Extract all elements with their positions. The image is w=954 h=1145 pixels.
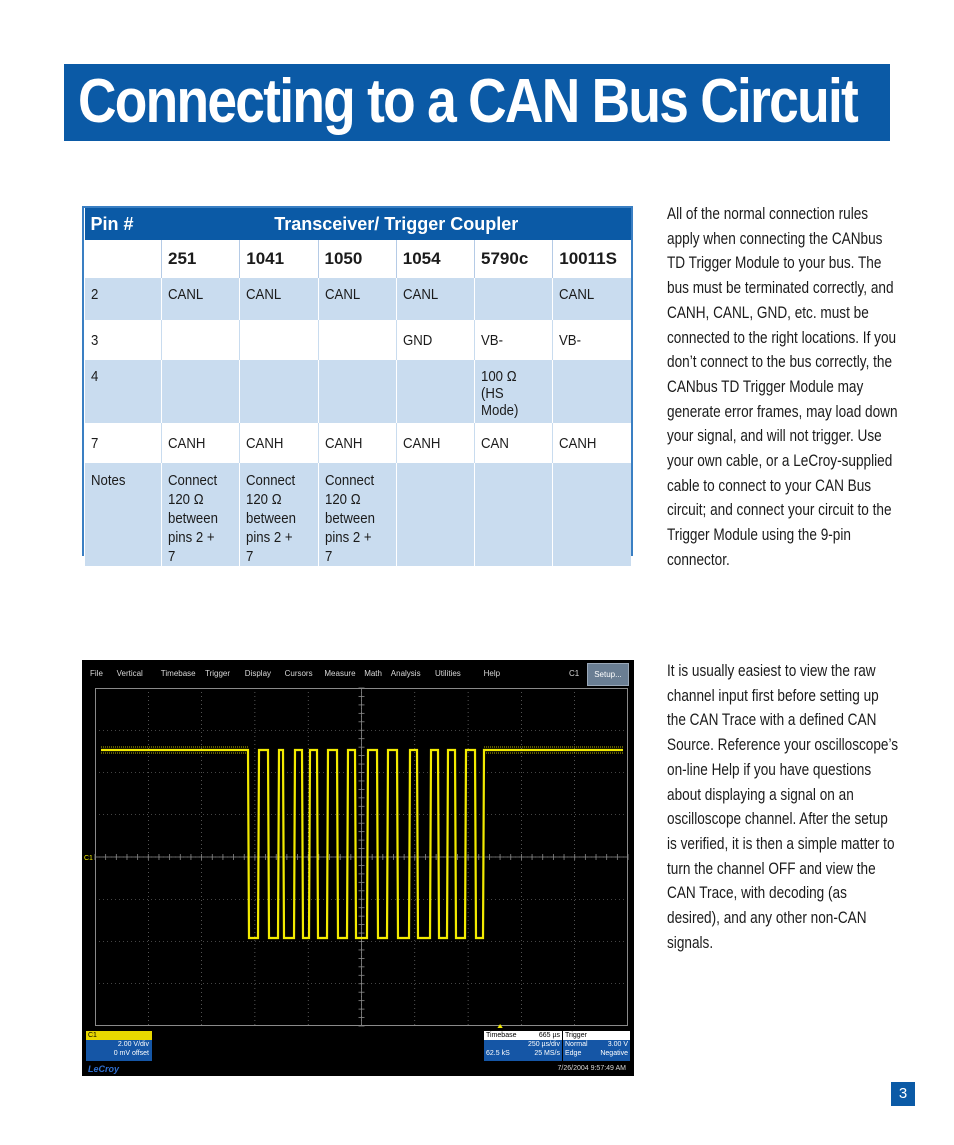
column-header-5790c: 5790c [475, 240, 553, 278]
trigger-level: 3.00 V [607, 1041, 628, 1048]
page-number: 3 [891, 1082, 915, 1106]
pin-cell: 7 [85, 423, 162, 463]
pin-cell: Notes [85, 463, 162, 566]
table-row [85, 360, 632, 423]
transceiver-header: Transceiver/ Trigger Coupler [162, 208, 632, 240]
menu-analysis[interactable]: Analysis [390, 669, 421, 678]
table-cell [240, 360, 318, 423]
setup-button[interactable]: Setup... [587, 663, 629, 686]
waveform-display [84, 688, 628, 1026]
menu-cursors[interactable]: Cursors [284, 669, 313, 678]
pin-table [82, 206, 633, 565]
table-cell: CANL [162, 278, 240, 320]
column-header-10011S: 10011S [553, 240, 631, 278]
blank-header-cell [85, 240, 162, 278]
scope-menubar [82, 660, 634, 688]
lecroy-logo: LeCroy [88, 1064, 120, 1074]
trigger-type: Edge [565, 1050, 582, 1057]
menu-file[interactable]: File [90, 669, 103, 678]
column-header-251: 251 [162, 240, 240, 278]
c1-descriptor[interactable] [86, 1031, 152, 1061]
scope-timestamp: 7/26/2004 9:57:49 AM [557, 1065, 626, 1072]
table-cell [162, 320, 240, 360]
pin-cell: 4 [85, 360, 162, 423]
table-cell: Connect 120 Ω between pins 2 + 7 [240, 463, 318, 566]
table-cell [162, 360, 240, 423]
table-cell: VB- [553, 320, 631, 360]
table-row [85, 423, 632, 463]
table-cell [318, 360, 396, 423]
trigger-mode: Normal [565, 1041, 588, 1048]
timebase-samples: 62.5 kS [486, 1050, 510, 1057]
table-cell: CANH [553, 423, 631, 463]
trace-marker: C1 [84, 855, 93, 862]
table-cell: GND [396, 320, 474, 360]
table-cell: CANL [240, 278, 318, 320]
c1-label: C1 [86, 1031, 152, 1040]
timebase-label: Timebase [486, 1032, 517, 1039]
c1-vdiv: 2.00 V/div [117, 1041, 149, 1048]
column-header-1054: 1054 [396, 240, 474, 278]
trigger-descriptor[interactable] [563, 1031, 630, 1061]
title-bar [64, 64, 890, 141]
table-cell [553, 360, 631, 423]
table-cell: VB- [475, 320, 553, 360]
table-cell: Connect 120 Ω between pins 2 + 7 [318, 463, 396, 566]
table-cell: CANL [396, 278, 474, 320]
table-cell [240, 320, 318, 360]
timebase-value: 665 µs [538, 1032, 560, 1039]
menu-vertical[interactable]: Vertical [116, 669, 143, 678]
scope-status-bar [82, 1028, 634, 1076]
menu-math[interactable]: Math [364, 669, 382, 678]
table-cell: CANH [240, 423, 318, 463]
table-cell [318, 320, 396, 360]
column-header-1041: 1041 [240, 240, 318, 278]
trigger-label: Trigger [563, 1031, 630, 1040]
connection-paragraph: All of the normal connection rules apply when connecting the CANbus TD Trigger Module to your bus. The bus must be terminated correctly, and CANH, CANL, GND, etc. must be connected to the right locations. If you don’t connect to the bus correctly, the CANbus TD Trigger Module may generate error frames, may load down your signal, and will not trigger. Use your own cable, or a LeCroy-supplied cable to connect to your CAN Bus circuit; and connect your circuit to the Trigger Module using the 9-pin connector. [667, 204, 898, 569]
page-title: Connecting to a CAN Bus Circuit [78, 67, 858, 136]
menu-timebase[interactable]: Timebase [160, 669, 196, 678]
timebase-descriptor[interactable] [484, 1031, 562, 1061]
menu-trigger[interactable]: Trigger [205, 669, 231, 678]
column-header-row [85, 240, 632, 278]
menu-display[interactable]: Display [244, 669, 272, 678]
table-cell [475, 278, 553, 320]
table-cell: Connect 120 Ω between pins 2 + 7 [162, 463, 240, 566]
channel-indicator: C1 [569, 669, 580, 678]
pin-header: Pin # [85, 208, 162, 240]
table-cell: CANH [162, 423, 240, 463]
menu-measure[interactable]: Measure [324, 669, 356, 678]
trace-paragraph: It is usually easiest to view the raw channel input first before setting up the CAN Trace with a defined CAN Source. Reference your oscilloscope’s on-line Help if you have questions about displaying a signal on an oscilloscope channel. After the setup is verified, it is then a simple matter to turn the channel OFF and view the CAN Trace, with decoding (as desired), and any other non-CAN signals. [667, 661, 899, 952]
table-row [85, 278, 632, 320]
c1-offset: 0 mV offset [113, 1050, 149, 1057]
table-cell: CANL [318, 278, 396, 320]
table-cell [475, 463, 553, 566]
timebase-div: 250 µs/div [527, 1041, 560, 1048]
table-row [85, 320, 632, 360]
table-cell: 100 Ω (HS Mode) [475, 360, 553, 423]
table-row [85, 463, 632, 566]
table-cell: CANH [318, 423, 396, 463]
table-cell: CANL [553, 278, 631, 320]
menu-utilities[interactable]: Utilities [435, 669, 461, 678]
table-cell: CANH [396, 423, 474, 463]
oscilloscope-screenshot [82, 660, 634, 1076]
table-cell [553, 463, 631, 566]
column-header-1050: 1050 [318, 240, 396, 278]
table-cell [396, 360, 474, 423]
scope-grid [84, 688, 628, 1026]
trigger-slope: Negative [600, 1050, 628, 1057]
timebase-rate: 25 MS/s [534, 1050, 560, 1057]
pin-cell: 3 [85, 320, 162, 360]
pin-cell: 2 [85, 278, 162, 320]
menu-help[interactable]: Help [483, 669, 501, 678]
table-cell [396, 463, 474, 566]
can-waveform [101, 750, 623, 938]
table-cell: CAN [475, 423, 553, 463]
